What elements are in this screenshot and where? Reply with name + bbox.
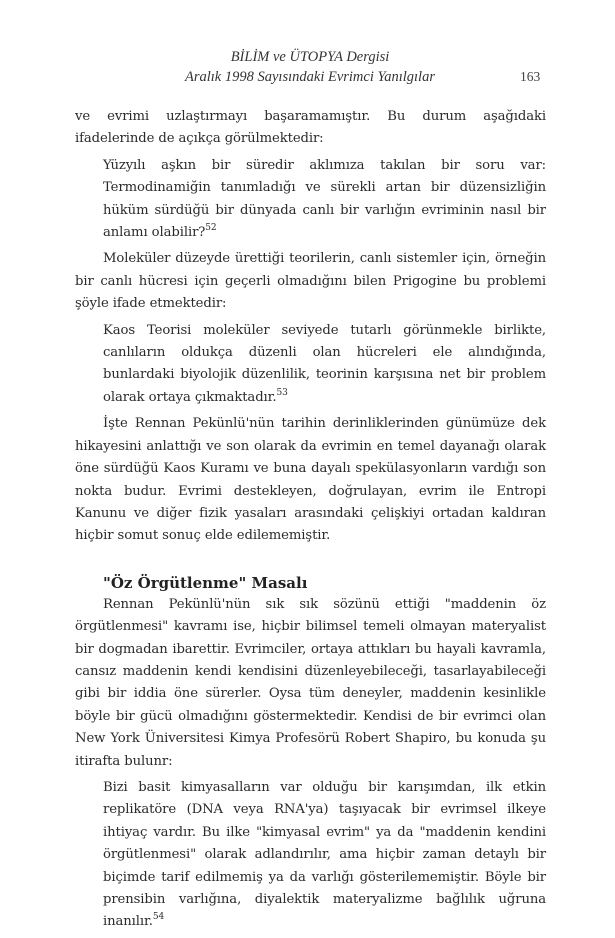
article-subtitle: Aralık 1998 Sayısındaki Evrimci Yanılgılar <box>185 69 435 85</box>
footnote-ref[interactable]: 53 <box>276 387 288 398</box>
section-heading: "Öz Örgütlenme" Masalı <box>103 573 308 592</box>
paragraph <box>75 106 546 151</box>
footnote-ref[interactable]: 52 <box>205 223 217 234</box>
paragraph-text: Moleküler düzeyde ürettiği teorilerin, canlı sistemler için, örneğin bir canlı hücresi için geçerli olmadığını bilen Prigogine bu problemi şöyle ifade etmektedir: <box>75 251 546 312</box>
quote-text: Kaos Teorisi moleküler seviyede tutarlı görünmekle birlikte, canlıların oldukça düzenli olan hücreleri ele alındığında, bunlardaki biyolojik düzenlilik, teorinin karşısına net bir problem olarak ortaya çıkmaktadır. <box>103 322 546 405</box>
paragraph-text: İşte Rennan Pekünlü'nün tarihin derinliklerinden günümüze dek hikayesini anlattığı ve son olarak da evrimin en temel dayanağı olarak öne sürdüğü Kaos Kuramı ve buna dayalı spekülasyonların vardığı son nokta budur. Evrimi destekleyen, doğrulayan, evrim ile Entropi Kanunu ve diğer fizik yasaları arasındaki çelişkiyi ortadan kaldıran hiçbir somut sonuç elde edilememiştir. <box>75 416 546 544</box>
paragraph <box>75 248 546 315</box>
block-quote <box>103 155 546 245</box>
quote-text: Yüzyılı aşkın bir süredir aklımıza takılan bir soru var: Termodinamiğin tanımladığı ve sürekli artan bir düzensizliğin hüküm sürdüğü bir dünyada canlı bir varlığın evriminin nasıl bir anlamı olabilir? <box>103 157 546 241</box>
paragraph <box>75 594 546 773</box>
journal-title: BİLİM ve ÜTOPYA Dergisi <box>230 49 390 65</box>
page-body <box>75 106 546 938</box>
footnote-ref[interactable]: 54 <box>152 912 165 923</box>
block-quote <box>103 320 546 410</box>
paragraph-text: ve evrimi uzlaştırmayı başaramamıştır. Bu durum aşağıdaki ifadelerinde de açıkça görülmektedir: <box>75 109 546 147</box>
block-quote <box>103 777 546 934</box>
paragraph-text: Rennan Pekünlü'nün sık sık sözünü ettiği "maddenin öz örgütlenmesi" kavramı ise, hiçbir bilimsel temeli olmayan materyalist bir dogmadan ibarettir. Evrimciler, ortaya attıkları bu hayali kavramla, cansız maddenin kendi kendisini düzenleyebileceği, tasarlayabileceği gibi bir iddia öne sürerler. Oysa tüm deneyler, maddenin kesinlikle böyle bir gücü olmadığını göstermektedir. Kendisi de bir evrimci olan New York Üniversitesi Kimya Profesörü Robert Shapiro, bu konuda şu itirafta bulunr: <box>75 596 546 769</box>
paragraph <box>75 413 546 547</box>
page-number: 163 <box>520 69 541 84</box>
quote-text: Bizi basit kimyasalların var olduğu bir karışımdan, ilk etkin replikatöre (DNA veya RNA'ya) taşıyacak bir evrimsel ilkeye ihtiyaç vardır. Bu ilke "kimyasal evrim" ya da "maddenin kendini örgütlenmesi" olarak adlandırılır, ama hiçbir zaman detaylı bir biçimde tarif edilmemiş ya da varlığı gösterilememiştir. Böyle bir prensibin varlığına, diyalektik materyalizme bağlılık uğruna inanılır. <box>103 779 546 930</box>
